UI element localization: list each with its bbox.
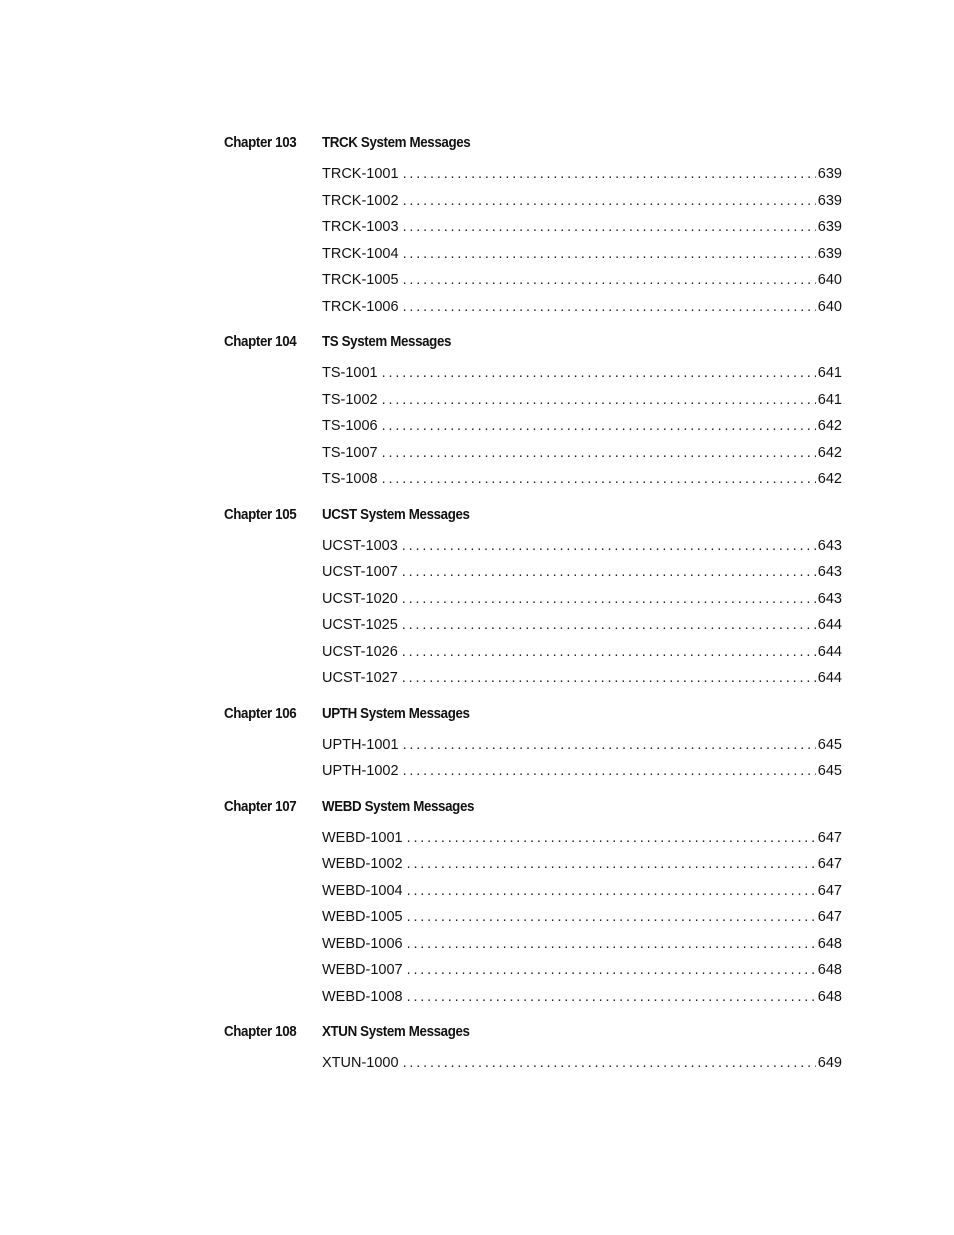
dot-leader [402,559,816,586]
entry-page-number: 648 [817,962,842,978]
toc-entry[interactable] [322,188,842,215]
toc-entry[interactable] [322,360,842,387]
dot-leader [407,878,816,905]
chapter-number: Chapter 105 [224,506,297,523]
entry-label: UPTH-1001 [322,736,399,753]
toc-entry[interactable] [322,984,842,1011]
entry-page-number: 643 [817,564,842,580]
entry-page-number: 642 [817,444,842,461]
toc-entry[interactable] [322,559,842,586]
toc-entry[interactable] [322,931,842,958]
chapter-title[interactable]: TS System Messages [322,334,452,350]
entry-page-number: 649 [817,1055,842,1071]
entry-page-number: 648 [817,935,842,952]
entry-label: UCST-1026 [322,643,398,660]
chapter-heading [224,334,842,356]
dot-leader [382,387,816,414]
dot-leader [402,665,816,692]
entry-page-number: 647 [817,882,842,899]
chapter-title[interactable]: XTUN System Messages [322,1024,470,1040]
entry-label: TRCK-1001 [322,166,399,182]
entry-page-number: 644 [817,643,842,660]
chapter-number: Chapter 103 [224,135,297,151]
entry-page-number: 642 [817,471,842,487]
dot-leader [382,440,816,467]
entry-page-number: 643 [817,590,842,607]
chapter-section [224,799,842,1011]
toc-entry[interactable] [322,533,842,560]
chapter-heading [224,507,842,529]
chapter-heading [224,799,842,821]
dot-leader [403,188,816,215]
chapter-section [224,1024,842,1077]
chapter-heading [224,135,842,157]
entry-label: TS-1007 [322,444,378,461]
dot-leader [407,931,816,958]
chapter-entries [322,825,842,1011]
entry-page-number: 647 [817,856,842,872]
toc-entry[interactable] [322,413,842,440]
entry-label: WEBD-1001 [322,829,403,846]
entry-label: UCST-1020 [322,590,398,607]
dot-leader [407,851,816,878]
chapter-title[interactable]: UPTH System Messages [322,705,470,722]
toc-entry[interactable] [322,1050,842,1077]
toc-entry[interactable] [322,825,842,852]
entry-label: WEBD-1008 [322,988,403,1005]
chapter-entries [322,161,842,320]
entry-page-number: 639 [817,219,842,235]
entry-label: XTUN-1000 [322,1055,399,1071]
table-of-contents [224,135,842,1091]
entry-page-number: 644 [817,617,842,633]
entry-page-number: 645 [817,736,842,753]
entry-label: TRCK-1002 [322,192,399,209]
chapter-title[interactable]: WEBD System Messages [322,798,475,815]
entry-page-number: 641 [817,391,842,408]
entry-label: TRCK-1004 [322,245,399,262]
entry-page-number: 639 [817,245,842,262]
chapter-number: Chapter 104 [224,334,297,350]
entry-label: UCST-1025 [322,617,398,633]
chapter-section [224,135,842,320]
entry-page-number: 641 [817,365,842,381]
dot-leader [407,957,816,984]
toc-entry[interactable] [322,851,842,878]
toc-entry[interactable] [322,639,842,666]
dot-leader [403,1050,816,1077]
dot-leader [407,904,816,931]
dot-leader [407,984,816,1011]
dot-leader [403,214,816,241]
dot-leader [382,360,816,387]
entry-label: WEBD-1007 [322,962,403,978]
dot-leader [402,533,816,560]
entry-page-number: 644 [817,670,842,686]
toc-entry[interactable] [322,586,842,613]
toc-entry[interactable] [322,267,842,294]
entry-page-number: 639 [817,166,842,182]
entry-label: TS-1008 [322,471,378,487]
chapter-heading [224,706,842,728]
dot-leader [403,161,816,188]
entry-label: WEBD-1002 [322,856,403,872]
dot-leader [382,413,816,440]
entry-page-number: 648 [817,988,842,1005]
entry-page-number: 645 [817,763,842,779]
entry-label: TS-1006 [322,418,378,434]
toc-entry[interactable] [322,612,842,639]
toc-entry[interactable] [322,758,842,785]
toc-entry[interactable] [322,241,842,268]
entry-label: TRCK-1005 [322,272,399,288]
dot-leader [403,241,816,268]
chapter-section [224,507,842,692]
chapter-entries [322,360,842,493]
entry-label: WEBD-1006 [322,935,403,952]
dot-leader [407,825,816,852]
dot-leader [403,267,816,294]
chapter-number: Chapter 106 [224,705,297,722]
chapter-section [224,334,842,493]
entry-page-number: 640 [817,272,842,288]
entry-label: UPTH-1002 [322,763,399,779]
entry-label: WEBD-1005 [322,909,403,925]
dot-leader [402,639,816,666]
entry-page-number: 640 [817,298,842,315]
toc-entry[interactable] [322,466,842,493]
entry-label: UCST-1027 [322,670,398,686]
chapter-title[interactable]: UCST System Messages [322,506,470,523]
toc-entry[interactable] [322,904,842,931]
entry-label: TS-1002 [322,391,378,408]
entry-label: TRCK-1003 [322,219,399,235]
toc-entry[interactable] [322,214,842,241]
entry-page-number: 647 [817,829,842,846]
chapter-entries [322,732,842,785]
chapter-entries [322,1050,842,1077]
chapter-entries [322,533,842,692]
dot-leader [403,758,816,785]
entry-label: UCST-1003 [322,537,398,554]
entry-label: TRCK-1006 [322,298,399,315]
entry-page-number: 647 [817,909,842,925]
dot-leader [382,466,816,493]
toc-entry[interactable] [322,387,842,414]
toc-entry[interactable] [322,732,842,759]
entry-label: TS-1001 [322,365,378,381]
entry-page-number: 643 [817,537,842,554]
toc-entry[interactable] [322,161,842,188]
chapter-title[interactable]: TRCK System Messages [322,135,471,151]
chapter-number: Chapter 107 [224,798,297,815]
entry-label: WEBD-1004 [322,882,403,899]
dot-leader [403,294,816,321]
dot-leader [402,586,816,613]
toc-entry[interactable] [322,665,842,692]
dot-leader [403,732,816,759]
toc-entry[interactable] [322,878,842,905]
dot-leader [402,612,816,639]
toc-entry[interactable] [322,957,842,984]
entry-label: UCST-1007 [322,564,398,580]
chapter-section [224,706,842,785]
toc-entry[interactable] [322,440,842,467]
entry-page-number: 639 [817,192,842,209]
chapter-heading [224,1024,842,1046]
entry-page-number: 642 [817,418,842,434]
chapter-number: Chapter 108 [224,1024,297,1040]
toc-entry[interactable] [322,294,842,321]
